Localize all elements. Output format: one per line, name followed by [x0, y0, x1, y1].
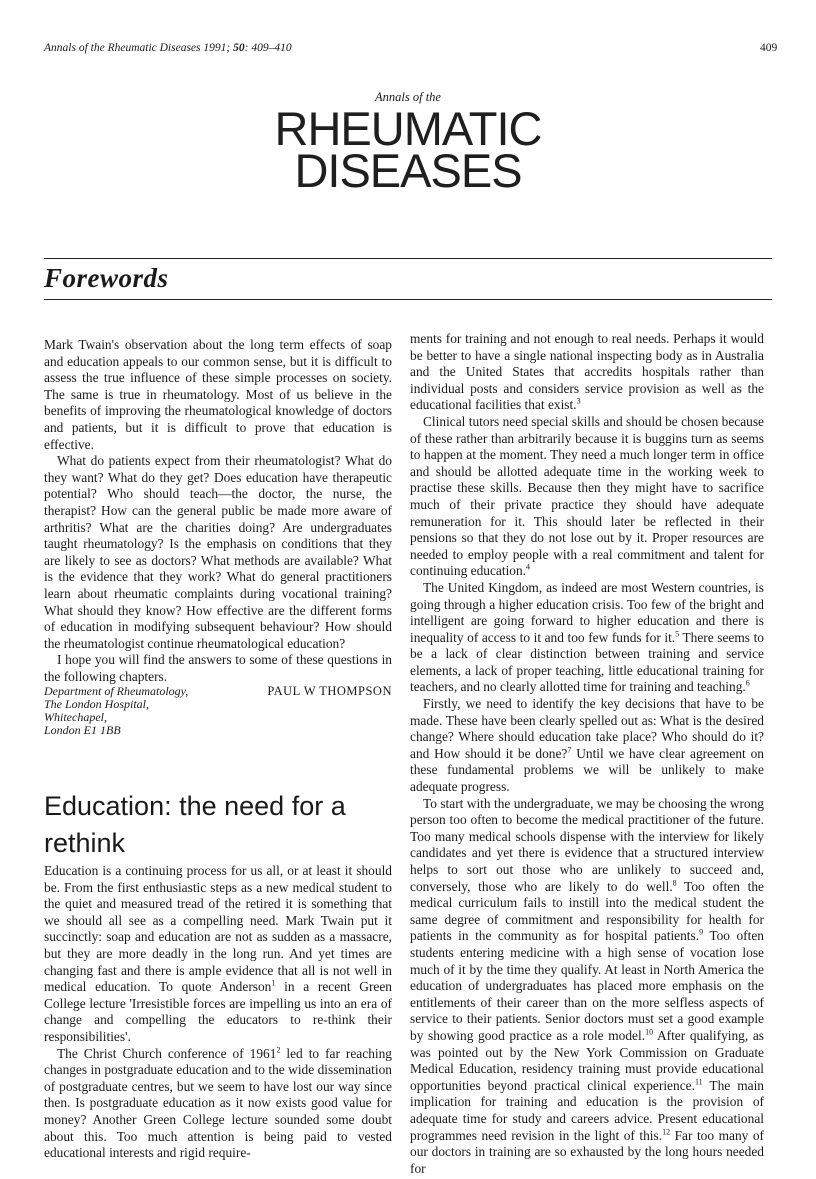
address-line: London E1 1BB: [44, 723, 121, 737]
article-paragraph-1: [44, 863, 392, 1046]
reference-mark: 2: [276, 1045, 281, 1055]
reference-mark: 8: [672, 878, 677, 888]
author-name: PAUL W THOMPSON: [267, 684, 392, 698]
article-paragraph-5: [410, 580, 764, 696]
article-paragraph-7: [410, 796, 764, 1178]
text-run: Until we have clear agreement on these fundamental problems we will be unlikely to make adequate progress.: [410, 745, 764, 795]
article-paragraph-4: [410, 414, 764, 580]
reference-mark: 7: [567, 745, 572, 755]
text-run: ments for training and not enough to real needs. Perhaps it would be better to have a single national inspecting body as in Australia and the United States that accredits hospitals rather than individual posts and considers service provision as well as the educational facilities that exist.: [410, 331, 764, 413]
text-run: The main implication for training and education is the provision of adequate time for study and careers advice. Present educational programmes need revision in the light of this.: [410, 1077, 764, 1143]
section-rule: [44, 299, 772, 300]
reference-mark: 1: [271, 978, 276, 988]
reference-mark: 5: [675, 629, 680, 639]
text-run: Too often the medical curriculum fails to instill into the medical student the same degree of commitment and responsibility for health for patients in the community as for hospital patients.: [410, 878, 764, 944]
masthead-line-2: DISEASES: [294, 144, 522, 197]
section-title: Forewords: [44, 263, 169, 293]
masthead-line-1: RHEUMATIC: [274, 102, 542, 155]
reference-mark: 6: [745, 679, 750, 688]
text-run: led to far reaching changes in postgraduate education and to the wide dissemination of postgraduate centres, but we seem to have lost our way since then. Is postgraduate education as it now exists good value for money? Another Green College lecture sounded some doubt about this. Too much attention is being paid to vested educational interests and rigid require-: [44, 1045, 393, 1161]
reference-mark: 10: [645, 1027, 654, 1037]
text-run: After qualifying, as was pointed out by the New York Commission on Graduate Medical Education, residency training must provide educational opportunities beyond practical clinical experience.: [410, 1027, 765, 1093]
top-rule: [44, 258, 772, 259]
text-run: Too often students entering medicine with a high sense of vocation lose much of it by the time they qualify. At least in North America the education of undergraduates has placed more emphasis on the entitlements of their career than on the more selfless aspects of service to their patients. Senior doctors must set a good example by showing good practice as a role model.: [410, 928, 764, 1043]
author-address: [44, 685, 188, 737]
article-column-1: [44, 863, 392, 1162]
text-run: There seems to be a lack of clear distinction between training and service elements, a lack of proper teaching, little educational training for teachers, and no clearly allotted time for training and teaching.: [410, 629, 764, 695]
text-run: Firstly, we need to identify the key decisions that have to be made. These have been clearly spelled out as: What is the desired change? Where should education take place? Who should do it? and How should it be done?: [410, 696, 764, 761]
text-run: Far too many of our doctors in training are so exhausted by the long hours needed for: [410, 1127, 764, 1176]
address-line: Department of Rheumatology,: [44, 684, 189, 698]
address-line: The London Hospital,: [44, 697, 150, 711]
text-run: in a recent Green College lecture 'Irresistible forces are impelling us into an era of change and compelling the educators to re-think their responsibilities'.: [44, 979, 392, 1044]
masthead-subtitle: Annals of the: [375, 90, 441, 104]
article-paragraph-6: [410, 696, 764, 796]
article-title: Education: the need for a rethink: [44, 791, 346, 858]
article-paragraph-3: [410, 331, 764, 414]
journal-name: Annals of the Rheumatic Diseases: [44, 42, 201, 54]
text-run: Education is a continuing process for us all, or at least it should be. From the first enthusiastic steps as a new medical student to the quiet and measured tread of the retired it is something that we should all see as a compelling need. Mark Twain put it succinctly: soap and education are not as sudden as a massacre, but they are more deadly in the long run. And yet times are changing fast and there is ample evidence that all is not well in medical education. To quote Anderson: [44, 863, 392, 995]
citation-year: 1991;: [200, 42, 234, 54]
article-column-2: [410, 331, 764, 1177]
reference-mark: 11: [694, 1077, 703, 1087]
text-run: The Christ Church conference of 1961: [57, 1045, 277, 1061]
text-run: Clinical tutors need special skills and should be chosen because of these rather than arbitrarily because it is buggins turn as seems to happen at the moment. They need a much longer term in office and should be allotted adequate time in the working week to practise these skills. Because then they might have to sacrifice much of their private practice they should have adequate remuneration for it. This should later be reflected in their pensions so that they do not lose out by it. Proper resources are needed to employ people with a real commitment and talent for continuing education.: [410, 413, 765, 579]
text-run: The United Kingdom, as indeed are most Western countries, is going through a higher education crisis. Too few of the bright and intelligent are going forward to higher education and there is inequality of access to it and too few funds for it.: [410, 579, 764, 645]
foreword-signature: [44, 685, 392, 737]
article-paragraph-2: [44, 1046, 392, 1162]
citation-pages: : 409–410: [244, 42, 292, 54]
foreword-paragraph-2: What do patients expect from their rheumatologist? What do they want? What do they get? Does education have therapeutic potential? Who should teach—the doctor, the nurse, the therapist? How can the general public be made more aware of arthritis? What are the charities doing? Are undergraduates taught rheumatology? Is the emphasis on conditions that they are likely to see as doctors? What methods are available? What is the evidence that they work? What do general practitioners learn about rheumatic complaints during vocational training? What should they know? How effective are the different forms of education in modifying subsequent behaviour? How should the rheumatologist continue rheumatological education?: [44, 453, 392, 651]
journal-citation: [44, 42, 292, 54]
foreword-paragraph-3: I hope you will find the answers to some of these questions in the following chapters.: [44, 652, 392, 684]
reference-mark: 9: [699, 927, 704, 937]
masthead-title: [0, 102, 816, 197]
reference-mark: 12: [662, 1127, 671, 1137]
citation-volume: 50: [233, 42, 245, 54]
foreword-body: [44, 337, 392, 685]
address-line: Whitechapel,: [44, 710, 107, 724]
reference-mark: 3: [576, 396, 581, 406]
page-number: 409: [760, 42, 778, 54]
foreword-paragraph-1: Mark Twain's observation about the long term effects of soap and education appeals to our common sense, but it is difficult to assess the true influence of these simple processes on society. The same is true in rheumatology. Most of us believe in the benefits of improving the rheumatological knowledge of doctors and patients, but it is difficult to prove that education is effective.: [44, 337, 392, 452]
text-run: To start with the undergraduate, we may be choosing the wrong person too often to become the medical practitioner of the future. Too many medical schools dispense with the interview for likely candidates and yet there is evidence that a structured interview helps to sort out those who are unlikely to succeed and, conversely, those who are likely to do well.: [410, 795, 764, 894]
reference-mark: 4: [526, 562, 531, 572]
